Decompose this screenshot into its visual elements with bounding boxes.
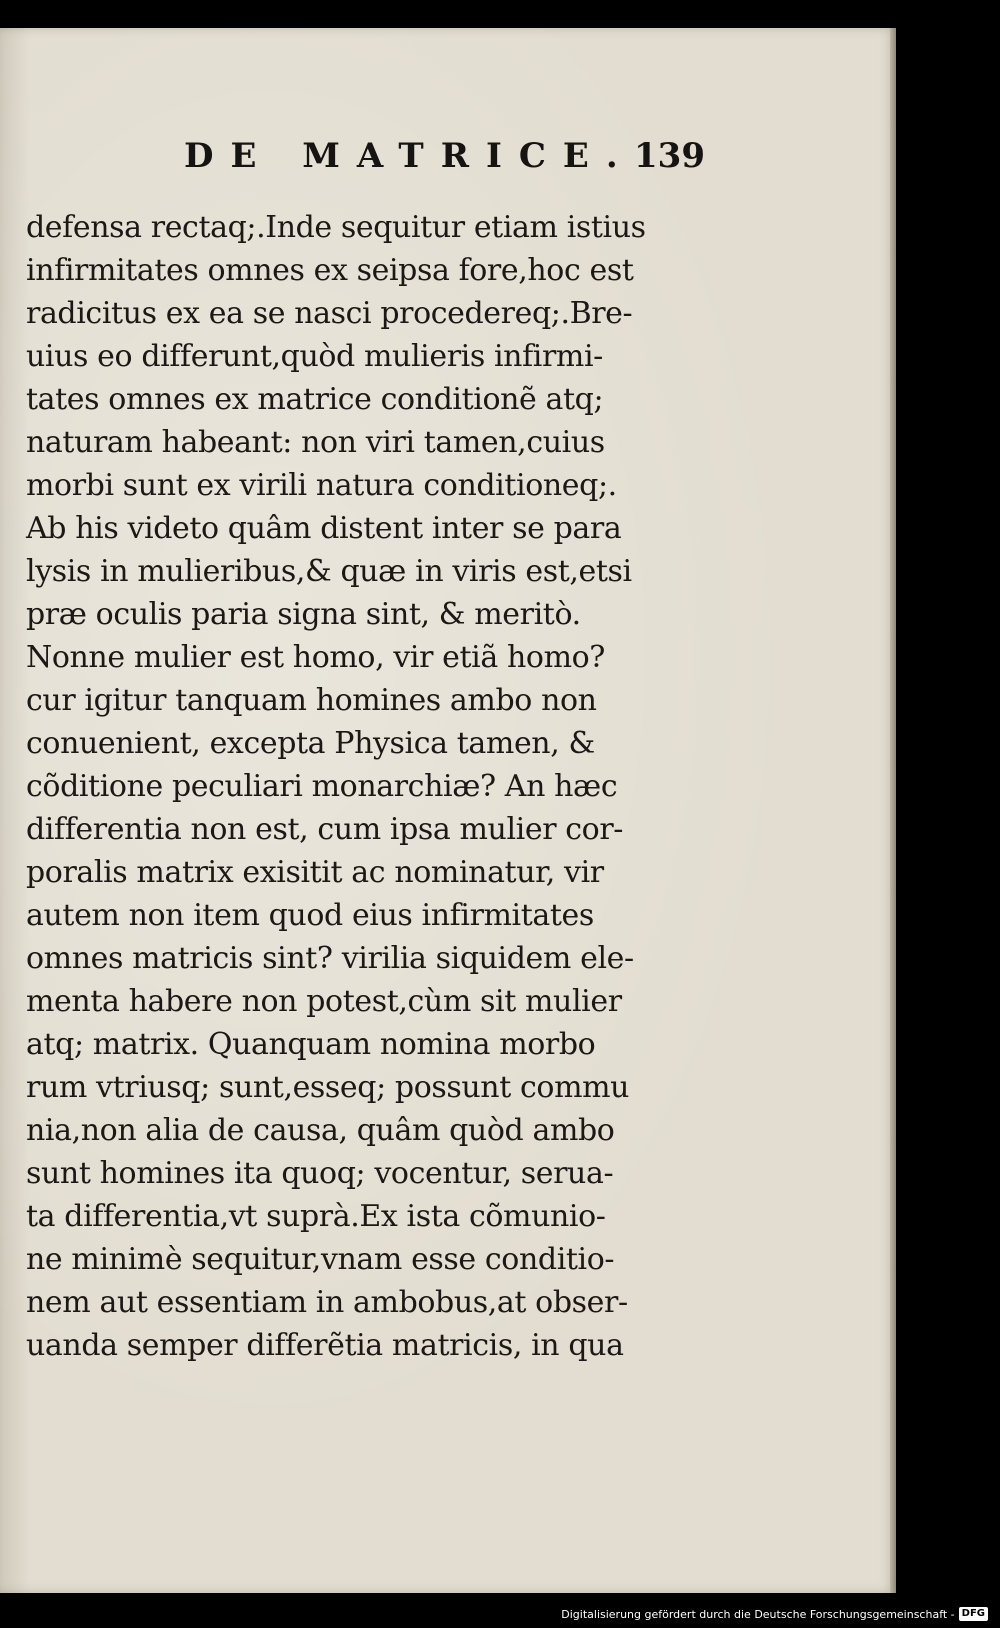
page-edge bbox=[890, 28, 896, 1593]
text-line: infirmitates omnes ex seipsa fore,hoc est bbox=[26, 253, 634, 288]
text-line: poralis matrix exisitit ac nominatur, vir bbox=[26, 855, 604, 890]
text-line: sunt homines ita quoq; vocentur, serua- bbox=[26, 1156, 614, 1191]
text-line: nem aut essentiam in ambobus,at obser- bbox=[26, 1285, 628, 1320]
text-line: uius eo differunt,quòd mulieris infirmi- bbox=[26, 339, 603, 374]
book-page bbox=[0, 28, 896, 1593]
text-line: differentia non est, cum ipsa mulier cor- bbox=[26, 812, 624, 847]
text-line: Nonne mulier est homo, vir etiã homo? bbox=[26, 640, 605, 675]
text-line: tates omnes ex matrice conditionẽ atq; bbox=[26, 382, 604, 417]
text-line: cur igitur tanquam homines ambo non bbox=[26, 683, 597, 718]
running-head-title: DE MATRICE. bbox=[184, 136, 635, 176]
text-line: rum vtriusq; sunt,esseq; possunt commu bbox=[26, 1070, 630, 1105]
credit-text: Digitalisierung gefördert durch die Deutsche Forschungsgemeinschaft - bbox=[561, 1607, 955, 1621]
text-line: ta differentia,vt suprà.Ex ista cõmunio- bbox=[26, 1199, 606, 1234]
text-line: uanda semper differẽtia matricis, in qua bbox=[26, 1328, 624, 1363]
text-line: morbi sunt ex virili natura conditioneq;. bbox=[26, 468, 617, 503]
digitization-credit bbox=[561, 1606, 988, 1622]
text-line: præ oculis paria signa sint, & meritò. bbox=[26, 597, 581, 632]
text-line: lysis in mulieribus,& quæ in viris est,etsi bbox=[26, 554, 632, 589]
text-line: conuenient, excepta Physica tamen, & bbox=[26, 726, 595, 761]
text-line: autem non item quod eius infirmitates bbox=[26, 898, 594, 933]
text-line: atq; matrix. Quanquam nomina morbo bbox=[26, 1027, 596, 1062]
text-line: defensa rectaq;.Inde sequitur etiam istius bbox=[26, 210, 646, 245]
text-line: Ab his videto quâm distent inter se para bbox=[26, 511, 622, 546]
page-number: 139 bbox=[634, 136, 705, 176]
text-line: ne minimè sequitur,vnam esse conditio- bbox=[26, 1242, 615, 1277]
running-head bbox=[0, 136, 896, 180]
text-line: radicitus ex ea se nasci procedereq;.Bre- bbox=[26, 296, 633, 331]
dfg-logo: DFG bbox=[959, 1607, 988, 1621]
text-line: naturam habeant: non viri tamen,cuius bbox=[26, 425, 605, 460]
text-line: nia,non alia de causa, quâm quòd ambo bbox=[26, 1113, 615, 1148]
text-line: cõditione peculiari monarchiæ? An hæc bbox=[26, 769, 618, 804]
text-line: menta habere non potest,cùm sit mulier bbox=[26, 984, 622, 1019]
body-text bbox=[26, 206, 706, 1367]
text-line: omnes matricis sint? virilia siquidem ele- bbox=[26, 941, 634, 976]
